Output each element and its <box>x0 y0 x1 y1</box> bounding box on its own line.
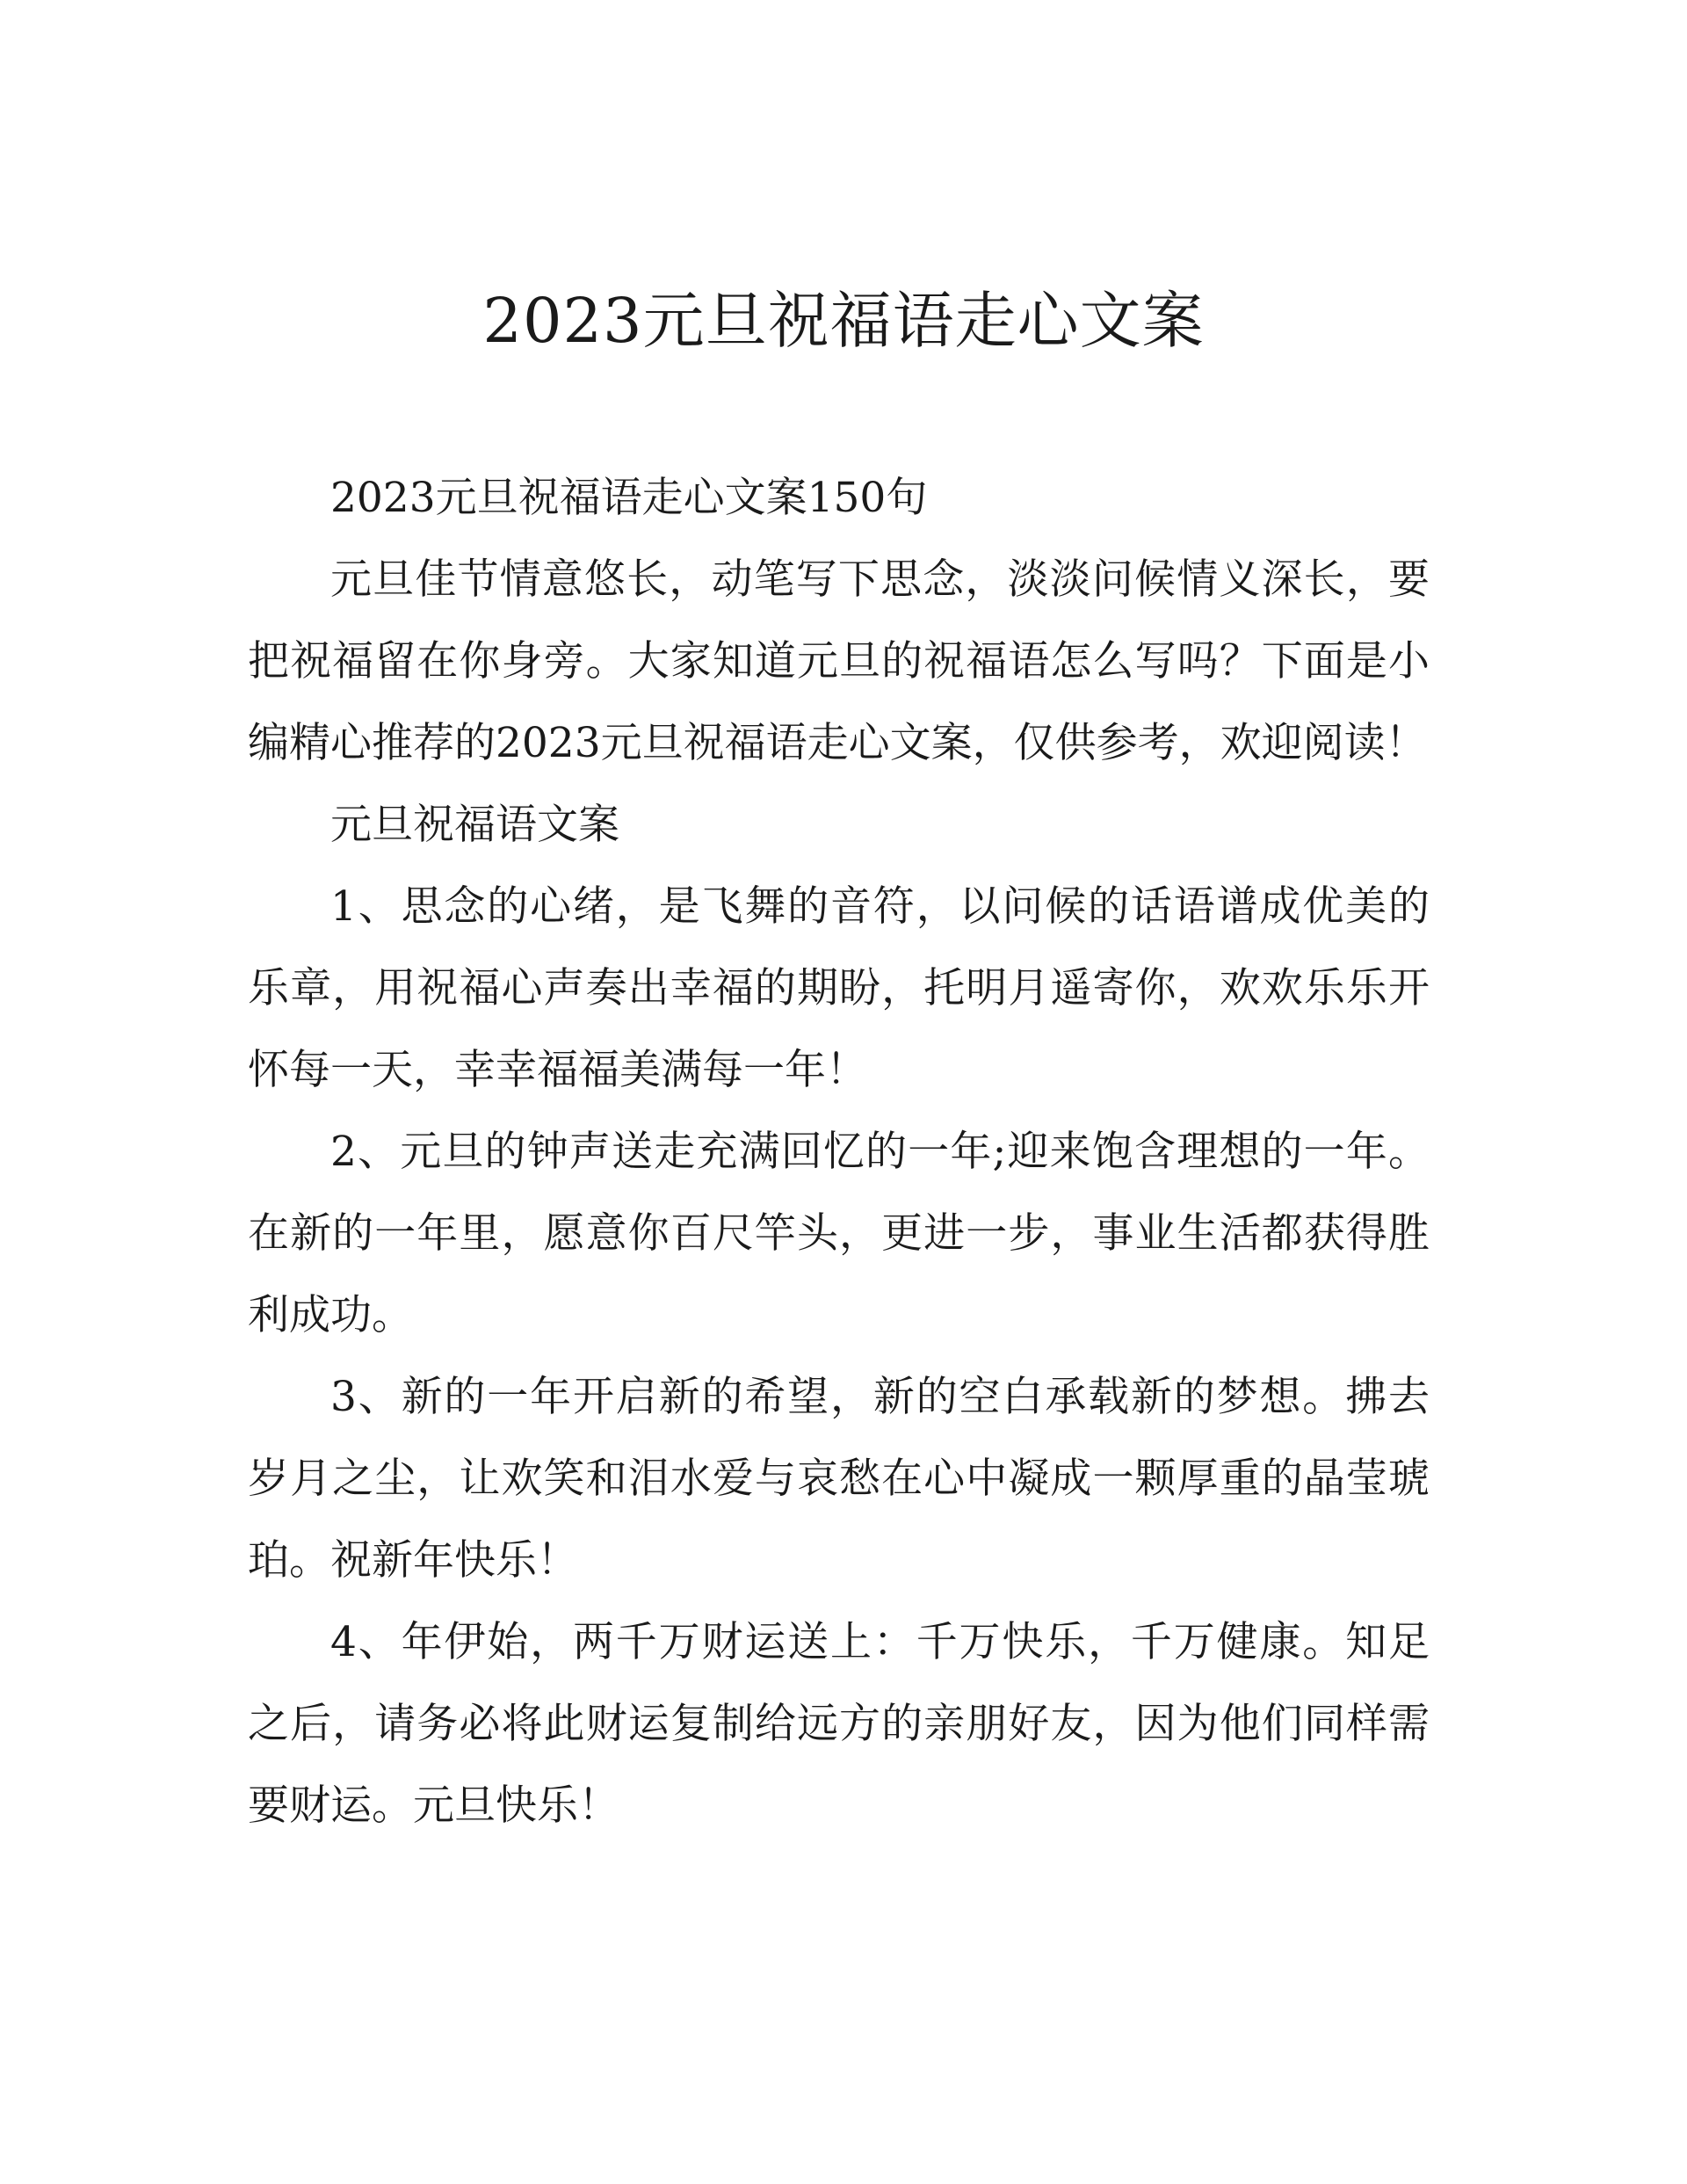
paragraph-item-4: 4、年伊始，两千万财运送上：千万快乐，千万健康。知足之后，请务必将此财运复制给远方的亲朋好友，因为他们同样需要财运。元旦快乐！ <box>248 1618 1430 1830</box>
page-title: 2023元旦祝福语走心文案 <box>482 285 1205 357</box>
paragraph-subtitle: 2023元旦祝福语走心文案150句 <box>330 474 928 522</box>
paragraph-intro: 元旦佳节情意悠长，动笔写下思念，淡淡问候情义深长，要把祝福留在你身旁。大家知道元旦的祝福语怎么写吗？下面是小编精心推荐的2023元旦祝福语走心文案，仅供参考，欢迎阅读！ <box>248 555 1430 767</box>
paragraph-item-1: 1、思念的心绪，是飞舞的音符，以问候的话语谱成优美的乐章，用祝福心声奏出幸福的期盼，托明月遥寄你，欢欢乐乐开怀每一天，幸幸福福美满每一年！ <box>248 882 1430 1094</box>
paragraph-item-3: 3、新的一年开启新的希望，新的空白承载新的梦想。拂去岁月之尘，让欢笑和泪水爱与哀愁在心中凝成一颗厚重的晶莹琥珀。祝新年快乐！ <box>248 1373 1430 1585</box>
document-body <box>248 457 1430 1847</box>
paragraph-item-2: 2、元旦的钟声送走充满回忆的一年;迎来饱含理想的一年。在新的一年里，愿意你百尺竿头，更进一步，事业生活都获得胜利成功。 <box>248 1128 1430 1339</box>
section-heading: 元旦祝福语文案 <box>330 801 619 849</box>
